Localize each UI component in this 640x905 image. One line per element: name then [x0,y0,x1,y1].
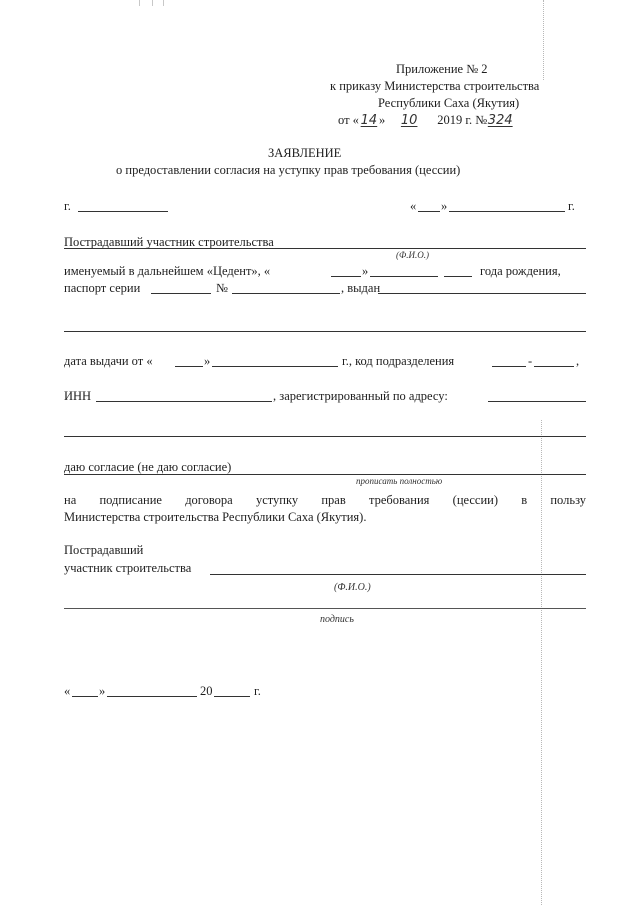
applicant-named-quote: » [362,264,369,278]
code-part-2-field [534,366,574,367]
applicant-named-text: именуемый в дальнейшем «Цедент», « [64,264,271,278]
consent-body-line-2: Министерства строительства Республики Саха (Якутия). [64,510,367,524]
signature-field [64,608,586,609]
signature-label-2: участник строительства [64,561,192,575]
applicant-label: Пострадавший участник строительства [64,235,274,249]
footer-year-field [214,696,250,697]
code-dash: - [528,354,533,368]
appendix-date-prefix: от « [338,113,359,127]
date-month-field [449,211,565,212]
date-day-field [418,211,440,212]
consent-caption: прописать полностью [356,476,443,486]
appendix-line-1: Приложение № 2 [396,62,488,76]
issued-by-field-2 [64,331,586,332]
issue-code-label: г., код подразделения [342,354,455,368]
signature-caption: подпись [320,614,354,625]
footer-date-left-quote: « [64,684,71,698]
appendix-date-year: 2019 г. № [437,113,488,127]
appendix-line-2: к приказу Министерства строительства [330,79,540,93]
applicant-name-field [64,248,586,249]
issue-date-label: дата выдачи от « [64,354,153,368]
footer-date-century: 20 [200,684,213,698]
address-field [488,401,586,402]
issue-day-field [175,366,203,367]
inn-registered: , зарегистрированный по адресу: [273,389,448,403]
date-left-quote: « [410,199,417,213]
consent-text: даю согласие (не даю согласие) [64,460,232,474]
applicant-fio-caption: (Ф.И.О.) [396,250,429,260]
footer-date-suffix: г. [254,684,261,698]
passport-number-label: № [216,281,228,295]
appendix-date-number: 324 [487,113,513,128]
footer-day-field [72,696,98,697]
consent-body-line-1 [64,493,586,508]
appendix-date-day: 14 [360,113,378,128]
scan-fold-line [543,0,544,80]
issue-month-field [212,366,338,367]
inn-field [96,401,272,402]
appendix-date-month: 10 [400,113,418,128]
birth-day-field [331,276,361,277]
birth-month-field [370,276,438,277]
scan-mark [139,0,140,6]
address-field-2 [64,436,586,437]
passport-series-field [151,293,211,294]
footer-date-right-quote: » [99,684,106,698]
signature-fio-caption: (Ф.И.О.) [334,582,371,593]
passport-issued-by: , выдан [341,281,381,295]
signature-name-field [210,574,586,575]
appendix-date-mid: » [378,113,386,127]
inn-label: ИНН [64,389,92,403]
scan-mark [152,0,153,6]
city-field [78,211,168,212]
consent-field [64,474,586,475]
passport-series-label: паспорт серии [64,281,141,295]
city-prefix: г. [64,199,71,213]
date-year-suffix: г. [568,199,575,213]
birth-year-field [444,276,472,277]
code-end: , [576,354,580,368]
consent-body-line-1-text: на подписание договора уступку прав требования (цессии) в пользу [64,493,586,507]
date-right-quote: » [441,199,448,213]
appendix-date-line [338,113,513,128]
birth-suffix: года рождения, [480,264,561,278]
signature-label-1: Пострадавший [64,543,144,557]
document-subtitle: о предоставлении согласия на уступку прав требования (цессии) [116,163,461,177]
document-title: ЗАЯВЛЕНИЕ [268,146,342,160]
issued-by-field [378,293,586,294]
scan-mark [163,0,164,6]
footer-month-field [107,696,197,697]
issue-date-quote: » [204,354,211,368]
appendix-line-3: Республики Саха (Якутия) [378,96,520,110]
passport-number-field [232,293,340,294]
code-part-1-field [492,366,526,367]
